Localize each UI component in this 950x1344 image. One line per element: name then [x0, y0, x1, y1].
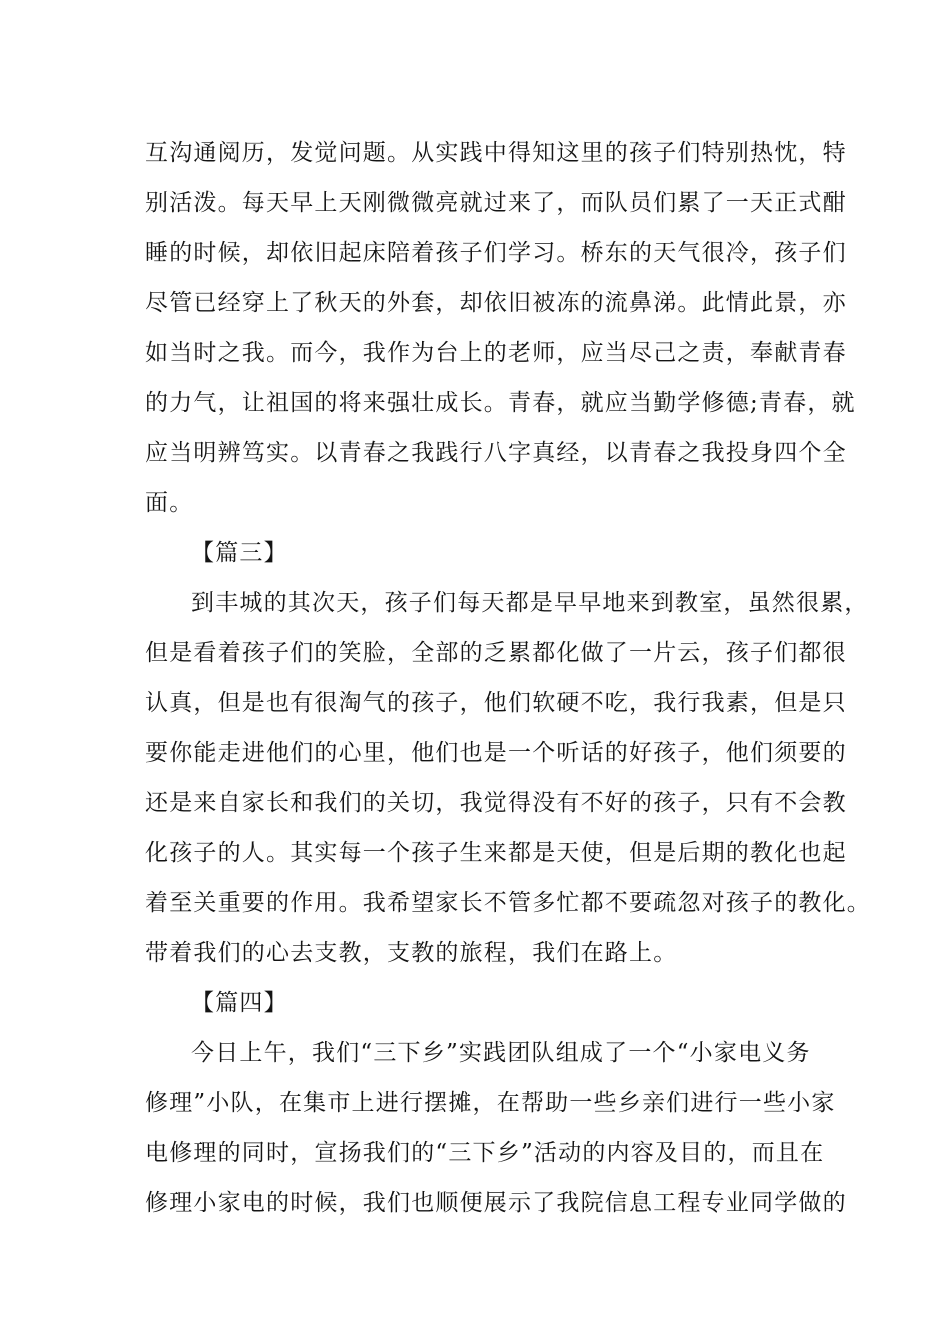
text-line: 应当明辨笃实。以青春之我践行八字真经，以青春之我投身四个全	[145, 440, 847, 466]
text-line: 化孩子的人。其实每一个孩子生来都是天使，但是后期的教化也起	[145, 840, 847, 866]
text-line: 修理”小队，在集市上进行摆摊，在帮助一些乡亲们进行一些小家	[145, 1090, 836, 1116]
text-line: 面。	[145, 490, 194, 516]
section-heading-4: 【篇四】	[191, 990, 288, 1016]
text-line: 别活泼。每天早上天刚微微亮就过来了，而队员们累了一天正式酣	[145, 190, 847, 216]
text-line: 带着我们的心去支教，支教的旅程，我们在路上。	[145, 940, 678, 966]
text-line: 电修理的同时，宣扬我们的“三下乡”活动的内容及目的，而且在	[145, 1140, 825, 1166]
text-line: 今日上午，我们“三下乡”实践团队组成了一个“小家电义务	[191, 1040, 811, 1066]
text-line: 尽管已经穿上了秋天的外套，却依旧被冻的流鼻涕。此情此景，亦	[145, 290, 847, 316]
text-line: 睡的时候，却依旧起床陪着孩子们学习。桥东的天气很冷，孩子们	[145, 240, 847, 266]
paragraph-section-3	[145, 578, 871, 978]
text-line: 但是看着孩子们的笑脸，全部的乏累都化做了一片云，孩子们都很	[145, 640, 847, 666]
text-line: 到丰城的其次天，孩子们每天都是早早地来到教室，虽然很累，	[191, 590, 869, 616]
text-line: 要你能走进他们的心里，他们也是一个听话的好孩子，他们须要的	[145, 740, 847, 766]
document-body	[145, 128, 871, 1228]
text-line: 还是来自家长和我们的关切，我觉得没有不好的孩子，只有不会教	[145, 790, 847, 816]
paragraph-continuation	[145, 128, 856, 528]
paragraph-section-4	[145, 1028, 847, 1228]
text-line: 认真，但是也有很淘气的孩子，他们软硬不吃，我行我素，但是只	[145, 690, 847, 716]
text-line: 修理小家电的时候，我们也顺便展示了我院信息工程专业同学做的	[145, 1190, 847, 1216]
text-line: 着至关重要的作用。我希望家长不管多忙都不要疏忽对孩子的教化。	[145, 890, 871, 916]
text-line: 如当时之我。而今，我作为台上的老师，应当尽己之责，奉献青春	[145, 340, 847, 366]
text-line: 互沟通阅历，发觉问题。从实践中得知这里的孩子们特别热忱，特	[145, 140, 847, 166]
text-line: 的力气，让祖国的将来强壮成长。青春，就应当勤学修德;青春，就	[145, 390, 856, 416]
section-heading-3: 【篇三】	[191, 540, 288, 566]
